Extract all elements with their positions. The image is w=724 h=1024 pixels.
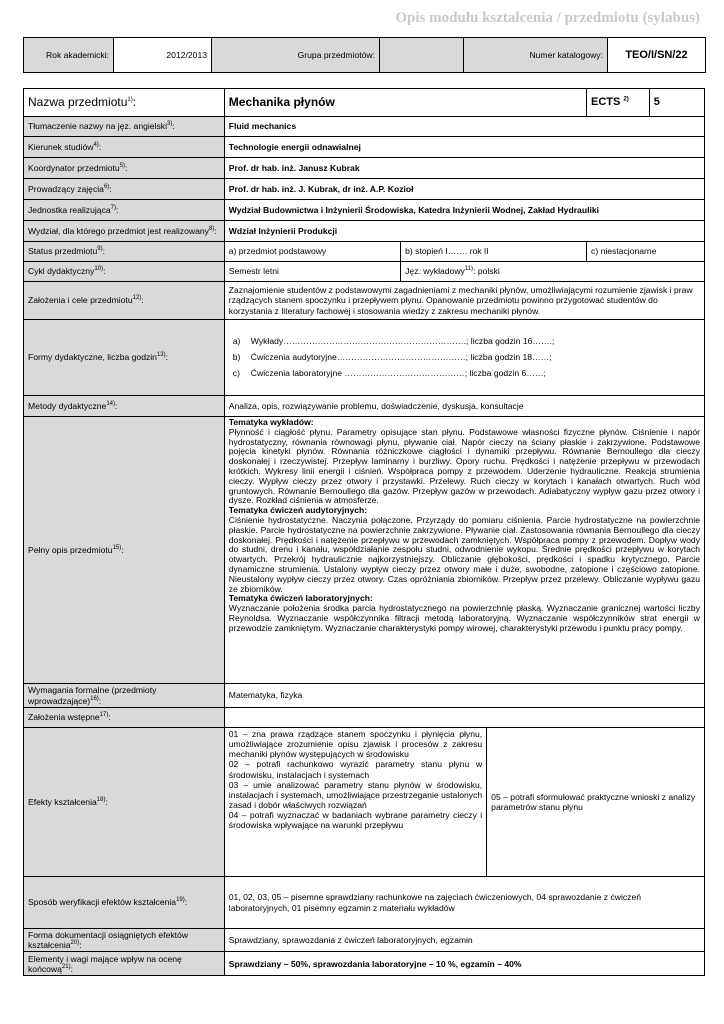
opis-text-audytoryjne: Ciśnienie hydrostatyczne. Naczynia połączone. Przyrządy do pomiaru ciśnienia. Parcie hydrostatyczne na powierzchnie płaskie. Parcie hydrostatyczne na powierzchnie zakrzywione. Pływanie ciał. Zastosowania równania Bernoullego dla cieczy doskonałej. Prędkości i natężenie przepływu w przewodach zamkniętych. Współpraca pompy z przewodem. Dopływ wody do studni, drenu i kanału, współdziałanie zespołu studni, odwodnienie wykopu. Średnie prędkości przepływu w korytach otwartych. Przekrój hydraulicznie najkorzystniejszy. Obliczanie głębokości, prędkości i spadku krytycznego. Parcie dynamiczne strumienia. Ustalony wypływ cieczy przez otwory małe i duże, swobodne, zatopione i częściowo zatopione. Nieustalony wypływ cieczy przez otwory. Czas opróżniania zbiorników. Przepływ przez przelewy. Obliczanie wypływu gazu ze zbiorników. [228, 514, 700, 594]
grupa-label: Grupa przedmiotów: [212, 38, 380, 73]
wydz-sup: 8) [208, 226, 215, 233]
row-wydzial [24, 221, 705, 242]
row-opis [24, 417, 705, 684]
efekt-item: 04 – potrafi wyznaczać w badaniach wybrane parametry cieczy i środowiska wpływające na warunki przepływu [228, 810, 483, 831]
zalw-value [224, 708, 704, 728]
wym-sup: 16) [90, 695, 99, 702]
sposob-sup: 19) [176, 897, 185, 904]
formy-sup: 13) [156, 352, 166, 359]
formy-item [233, 350, 700, 366]
row-jednostka [24, 200, 705, 221]
jezyk-label: Jęz. wykładowy [405, 266, 465, 277]
prow-label: Prowadzący zajęcia [28, 183, 104, 194]
formy-key: c) [232, 368, 240, 379]
jedn-sup: 7) [110, 205, 116, 212]
efekt-item: 03 – umie analizować parametry stanu płynów w środowisku, instalacjach i systemach, umożliwiające przestrzeganie ustalonych zasad i dobór właściwych rozwiązań [228, 779, 483, 810]
forma-label-cell: Forma dokumentacji osiągniętych efektów kształcenia$^{20)}$: [24, 929, 225, 952]
formy-text: Wykłady……………………………………………………….; liczba godzin 16…….; [250, 336, 555, 347]
opis-label: Pełny opis przedmiotu [28, 544, 113, 555]
ects-value: 5 [649, 89, 704, 117]
prow-sup: 6) [103, 184, 110, 191]
elem-label: Elementy i wagi mające wpływ na ocenę końcową [28, 953, 182, 974]
zalw-label: Założenia wstępne [28, 712, 100, 723]
kierunek-label: Kierunek studiów [28, 141, 94, 152]
jezyk-cell [401, 262, 705, 282]
koord-value: Prof. dr hab. inż. Janusz Kubrak [224, 158, 704, 179]
efekty-right: 05 – potrafi sformułować praktyczne wnioski z analizy parametrów stanu płynu [487, 728, 705, 877]
koord-sup: 5) [119, 163, 126, 170]
cykl-sup: 10) [94, 266, 104, 273]
top-info-table [23, 37, 706, 73]
forma-value: Sprawdziany, sprawozdania z ćwiczeń laboratoryjnych, egzamin [224, 929, 704, 952]
row-efekty [24, 728, 705, 877]
zal-sup: 12) [132, 295, 142, 302]
metody-label-cell: Metody dydaktyczne$^{14)}$: [24, 396, 225, 417]
metody-label: Metody dydaktyczne [28, 400, 107, 411]
numer-value: TEO/I/SN/22 [608, 38, 706, 73]
cykl-value: Semestr letni [224, 262, 400, 282]
syllabus-table [23, 88, 705, 976]
row-forma [24, 929, 705, 952]
document-header-title: Opis modułu kształcenia / przedmiotu (sylabus) [395, 10, 700, 26]
jezyk-value: : polski [473, 266, 500, 277]
formy-key: a) [232, 336, 241, 347]
koord-label: Koordynator przedmiotu [28, 162, 120, 173]
row-status [24, 242, 705, 262]
jedn-label-cell: Jednostka realizująca$^{7)}$: [24, 200, 225, 221]
zal-label-cell: Założenia i cele przedmiotu$^{12)}$: [24, 282, 225, 320]
status-label: Status przedmiotu [28, 246, 98, 257]
opis-label-cell: Pełny opis przedmiotu$^{15)}$: [24, 417, 225, 684]
translation-label-cell: Tłumaczenie nazwy na jęz. angielski$^{3)}$: [24, 117, 225, 137]
row-translation [24, 117, 705, 137]
elem-label-cell: Elementy i wagi mające wpływ na ocenę końcową$^{21)}$: [24, 952, 225, 976]
opis-heading-audytoryjne: Tematyka ćwiczeń audytoryjnych: [228, 505, 368, 516]
row-formy [24, 320, 705, 396]
formy-item [233, 366, 700, 382]
cykl-label-cell: Cykl dydaktyczny$^{10)}$: [24, 262, 225, 282]
kierunek-value: Technologie energii odnawialnej [224, 137, 704, 158]
jedn-value: Wydział Budownictwa i Inżynierii Środowiska, Katedra Inżynierii Wodnej, Zakład Hydrauliki [224, 200, 704, 221]
translation-sup: 3) [167, 121, 173, 128]
opis-heading-wyklady: Tematyka wykładów: [228, 417, 314, 427]
wym-label: Wymagania formalne (przedmioty wprowadzające) [28, 685, 157, 706]
opis-text-wyklady: Płynność i ciągłość płynu. Parametry opisujące stan płynu. Podstawowe własności fizyczne płynów. Ciśnienie i napór hydrostatyczny, równania równowagi płynu, pływanie ciał. Napór cieczy na ściany płaskie i zakrzywione. Podstawowe pojęcia kinetyki płynów. Równania różniczkowe ciągłości i dynamiki przepływu. Równanie Bernoullego dla cieczy doskonałej i rzeczywistej. Przepływ laminarny i burzliwy. Opory ruchu. Prędkości i natężenie przepływu w przewodach krótkich. Wykresy linii energii i ciśnień. Współpraca pompy z przewodem. Uderzenie hydrauliczne. Reakcja strumienia cieczy. Wypływ cieczy przez otwory i przystawki. Przelewy. Ruch cieczy w korytach i kanałach otwartych. Ruch wód gruntowych. Równanie Bernoullego dla gazów. Przepływ gazów w przewodach. Adiabatyczny wypływ gazu przez otwory i dysze. Rozkład ciśnienia w atmosferze. [228, 426, 700, 506]
efekty-left-cell [224, 728, 486, 877]
name-sup: 1) [127, 97, 133, 104]
formy-label: Formy dydaktyczne, liczba godzin [28, 352, 157, 363]
translation-value: Fluid mechanics [224, 117, 704, 137]
opis-text-laboratoryjne: Wyznaczanie położenia środka parcia hydrostatycznego na powierzchnię płaską. Wyznaczanie granicznej wartości liczby Reynoldsa. Wyznaczanie współczynnika filtracji metodą laboratoryjną. Wyznaczanie współczynników strat energii w przewodzie zamkniętym. Wyznaczanie charakterystyki pompy wirowej, charakterystyki przewodu i punktu pracy pompy. [228, 603, 700, 633]
formy-item [233, 334, 700, 350]
jedn-label: Jednostka realizująca [28, 204, 111, 215]
row-kierunek [24, 137, 705, 158]
prow-value: Prof. dr hab. inż. J. Kubrak, dr inż. A.P. Kozioł [224, 179, 704, 200]
kierunek-sup: 4) [93, 142, 99, 149]
status-a: a) przedmiot podstawowy [224, 242, 400, 262]
sposob-label: Sposób weryfikacji efektów kształcenia [28, 897, 177, 908]
opis-cell [224, 417, 704, 684]
rok-value: 2012/2013 [114, 38, 212, 73]
jezyk-sup: 11) [464, 266, 474, 273]
efekty-sup: 18) [96, 797, 106, 804]
formy-text: Ćwiczenia audytoryjne………………………………………; liczba godzin 18……; [250, 352, 552, 363]
forma-sup: 20) [70, 940, 80, 947]
status-label-cell: Status przedmiotu$^{9)}$: [24, 242, 225, 262]
row-metody [24, 396, 705, 417]
zal-label: Założenia i cele przedmiotu [28, 295, 133, 306]
formy-list [233, 334, 700, 382]
formy-key: b) [232, 352, 241, 363]
cykl-label: Cykl dydaktyczny [28, 266, 95, 277]
numer-label: Numer katalogowy: [464, 38, 608, 73]
formy-text: Ćwiczenia laboratoryjne ……………………………………; liczba godzin 6……; [250, 368, 546, 379]
zalw-sup: 17) [99, 712, 109, 719]
kierunek-label-cell: Kierunek studiów$^{4)}$: [24, 137, 225, 158]
zal-value: Zaznajomienie studentów z podstawowymi zagadnieniami z mechaniki płynów, umożliwiającymi rozumienie zjawisk i praw rządzących stanem spoczynku i przepływem płynu. Opanowanie przedmiotu powinno przygotować studentów do korzystania z literatury fachowej i stosowania wiedzy z zakresu mechaniki płynów. [224, 282, 704, 320]
koord-label-cell: Koordynator przedmiotu$^{5)}$: [24, 158, 225, 179]
wym-label-cell: Wymagania formalne (przedmioty wprowadzające)$^{16)}$: [24, 684, 225, 708]
elem-sup: 21) [61, 963, 71, 970]
wym-value: Matematyka, fizyka [224, 684, 704, 708]
row-zalozenia [24, 282, 705, 320]
rok-label: Rok akademicki: [24, 38, 114, 73]
sposob-value: 01, 02, 03, 05 – pisemne sprawdziany rachunkowe na zajęciach ćwiczeniowych, 04 sprawozdanie z ćwiczeń laboratoryjnych, 01 pisemny egzamin z materiału wykładów [224, 877, 704, 929]
wydz-label-cell: Wydział, dla którego przedmiot jest realizowany$^{8)}$: [24, 221, 225, 242]
efekty-label: Efekty kształcenia [28, 796, 97, 807]
forma-label: Forma dokumentacji osiągniętych efektów kształcenia [28, 930, 189, 951]
metody-sup: 14) [106, 401, 116, 408]
row-zalozenia-wstepne [24, 708, 705, 728]
opis-sup: 15) [112, 545, 122, 552]
wydz-value: Wdział Inżynierii Produkcji [224, 221, 704, 242]
sposob-label-cell: Sposób weryfikacji efektów kształcenia$^{19)}$: [24, 877, 225, 929]
elem-value: Sprawdziany – 50%, sprawozdania laboratoryjne – 10 %, egzamin – 40% [224, 952, 704, 976]
status-sup: 9) [97, 246, 103, 253]
formy-cell [224, 320, 704, 396]
prow-label-cell: Prowadzący zajęcia$^{6)}$: [24, 179, 225, 200]
row-prowadzacy [24, 179, 705, 200]
row-sposob [24, 877, 705, 929]
efekt-item: 01 – zna prawa rządzące stanem spoczynku i płynięcia płynu, umożliwiające zrozumienie opisu zjawisk i procesów z zakresu mechaniki płynów występujących w środowisku [228, 729, 483, 760]
translation-label: Tłumaczenie nazwy na jęz. angielski [28, 121, 167, 132]
ects-label: ECTS [591, 96, 621, 109]
formy-label-cell: Formy dydaktyczne, liczba godzin$^{13)}$: [24, 320, 225, 396]
zalw-label-cell: Założenia wstępne$^{17)}$: [24, 708, 225, 728]
name-label: Nazwa przedmiotu [28, 95, 128, 110]
row-course-name [24, 89, 705, 117]
row-koordynator [24, 158, 705, 179]
ects-sup: 2) [623, 96, 629, 103]
ects-label-cell [587, 89, 650, 117]
status-b: b) stopień I……. rok II [401, 242, 587, 262]
efekty-label-cell: Efekty kształcenia$^{18)}$: [24, 728, 225, 877]
row-cykl [24, 262, 705, 282]
wydz-label: Wydział, dla którego przedmiot jest realizowany [28, 225, 209, 236]
row-wymagania [24, 684, 705, 708]
status-c: c) niestacjonarne [587, 242, 705, 262]
name-value: Mechanika płynów [224, 89, 586, 117]
grupa-value [380, 38, 464, 73]
name-label-cell: Nazwa przedmiotu$^{1)}$: [24, 89, 225, 117]
efekt-item: 02 – potrafi rachunkowo wyrazić parametry stanu płynu w środowisku, instalacjach i systemach [228, 759, 483, 780]
row-elementy [24, 952, 705, 976]
metody-value: Analiza, opis, rozwiązywanie problemu, doświadczenie, dyskusja, konsultacje [224, 396, 704, 417]
opis-heading-laboratoryjne: Tematyka ćwiczeń laboratoryjnych: [228, 593, 373, 604]
